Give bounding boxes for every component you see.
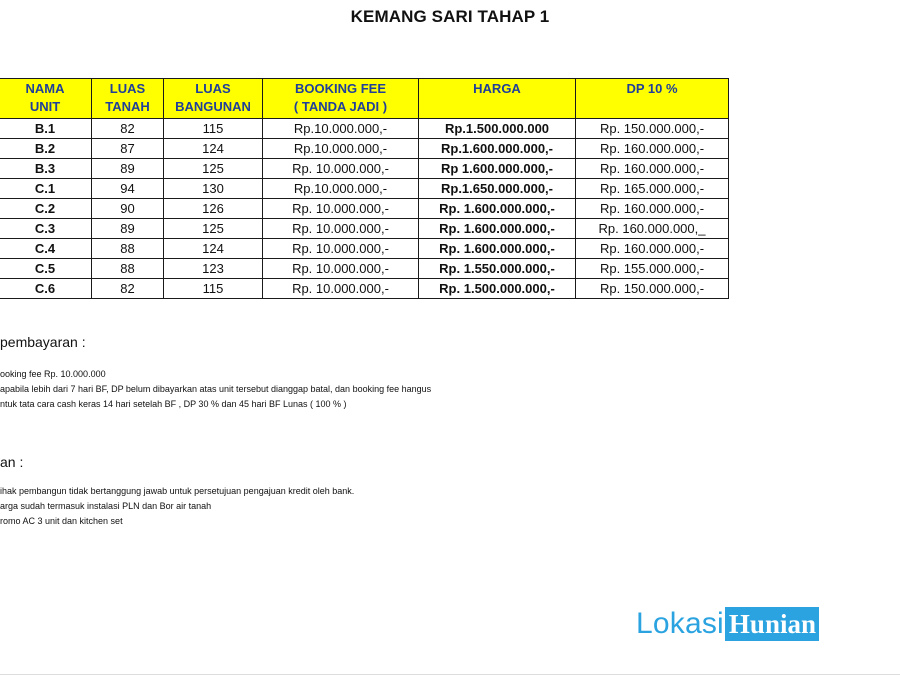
header-line: BOOKING FEE — [294, 81, 386, 96]
cell-harga: Rp. 1.550.000.000,- — [419, 259, 576, 279]
cell-harga: Rp.1.500.000.000 — [419, 119, 576, 139]
cell-fee: Rp.10.000.000,- — [263, 139, 419, 159]
header-dp — [576, 79, 729, 119]
cell-dp: Rp. 160.000.000,- — [576, 159, 729, 179]
header-line: BANGUNAN — [175, 99, 251, 114]
logo-text-hunian: Hunian — [725, 607, 819, 641]
cell-dp: Rp. 160.000.000,- — [576, 239, 729, 259]
cell-fee: Rp. 10.000.000,- — [263, 199, 419, 219]
header-harga — [419, 79, 576, 119]
cell-tanah: 82 — [92, 119, 164, 139]
header-luas-bangunan — [164, 79, 263, 119]
cell-fee: Rp. 10.000.000,- — [263, 239, 419, 259]
header-line: HARGA — [473, 81, 521, 96]
cell-unit: C.4 — [0, 239, 92, 259]
cell-fee: Rp. 10.000.000,- — [263, 259, 419, 279]
payment-line: ntuk tata cara cash keras 14 hari setelah BF , DP 30 % dan 45 hari BF Lunas ( 100 % ) — [0, 399, 347, 409]
cell-fee: Rp. 10.000.000,- — [263, 219, 419, 239]
watermark-logo — [636, 606, 819, 642]
cell-dp: Rp. 155.000.000,- — [576, 259, 729, 279]
header-booking-fee — [263, 79, 419, 119]
cell-tanah: 88 — [92, 259, 164, 279]
page-title: KEMANG SARI TAHAP 1 — [350, 7, 550, 26]
table-row — [0, 159, 729, 179]
cell-dp: Rp. 160.000.000,- — [576, 139, 729, 159]
cell-unit: B.2 — [0, 139, 92, 159]
cell-harga: Rp 1.600.000.000,- — [419, 159, 576, 179]
table-row — [0, 179, 729, 199]
cell-unit: C.6 — [0, 279, 92, 299]
cell-bangunan: 125 — [164, 159, 263, 179]
table-row — [0, 279, 729, 299]
header-line: DP 10 % — [626, 81, 678, 96]
cell-fee: Rp.10.000.000,- — [263, 119, 419, 139]
header-line: ( TANDA JADI ) — [293, 99, 388, 114]
table-body — [0, 119, 729, 299]
cell-dp: Rp. 165.000.000,- — [576, 179, 729, 199]
header-line: LUAS — [195, 81, 231, 96]
cell-fee: Rp.10.000.000,- — [263, 179, 419, 199]
cell-harga: Rp. 1.600.000.000,- — [419, 239, 576, 259]
header-nama-unit — [0, 79, 92, 119]
cell-fee: Rp. 10.000.000,- — [263, 279, 419, 299]
cell-bangunan: 115 — [164, 119, 263, 139]
payment-heading: pembayaran : — [0, 334, 86, 350]
table-row — [0, 219, 729, 239]
notes-heading: an : — [0, 454, 24, 470]
cell-unit: B.1 — [0, 119, 92, 139]
cell-unit: C.1 — [0, 179, 92, 199]
cell-harga: Rp.1.650.000.000,- — [419, 179, 576, 199]
cell-fee: Rp. 10.000.000,- — [263, 159, 419, 179]
cell-dp: Rp. 150.000.000,- — [576, 279, 729, 299]
cell-tanah: 94 — [92, 179, 164, 199]
cell-harga: Rp. 1.600.000.000,- — [419, 219, 576, 239]
cell-harga: Rp.1.600.000.000,- — [419, 139, 576, 159]
table-row — [0, 259, 729, 279]
cell-tanah: 89 — [92, 159, 164, 179]
cell-harga: Rp. 1.600.000.000,- — [419, 199, 576, 219]
table-row — [0, 139, 729, 159]
cell-dp: Rp. 160.000.000,_ — [576, 219, 729, 239]
notes-line: arga sudah termasuk instalasi PLN dan Bor air tanah — [0, 501, 212, 511]
price-table — [0, 78, 729, 299]
table-row — [0, 119, 729, 139]
header-line: UNIT — [29, 99, 61, 114]
cell-tanah: 87 — [92, 139, 164, 159]
cell-bangunan: 124 — [164, 139, 263, 159]
payment-line: ooking fee Rp. 10.000.000 — [0, 369, 106, 379]
header-line: NAMA — [25, 81, 65, 96]
cell-tanah: 89 — [92, 219, 164, 239]
cell-unit: C.2 — [0, 199, 92, 219]
header-line: LUAS — [109, 81, 146, 96]
header-line: TANAH — [105, 99, 150, 114]
cell-bangunan: 130 — [164, 179, 263, 199]
table-header-row — [0, 79, 729, 119]
cell-bangunan: 123 — [164, 259, 263, 279]
cell-dp: Rp. 160.000.000,- — [576, 199, 729, 219]
cell-harga: Rp. 1.500.000.000,- — [419, 279, 576, 299]
header-luas-tanah — [92, 79, 164, 119]
cell-bangunan: 125 — [164, 219, 263, 239]
cell-dp: Rp. 150.000.000,- — [576, 119, 729, 139]
cell-bangunan: 124 — [164, 239, 263, 259]
cell-tanah: 90 — [92, 199, 164, 219]
logo-text-lokasi: Lokasi — [636, 607, 724, 640]
notes-line: romo AC 3 unit dan kitchen set — [0, 516, 123, 526]
cell-unit: C.5 — [0, 259, 92, 279]
cell-tanah: 82 — [92, 279, 164, 299]
cell-tanah: 88 — [92, 239, 164, 259]
payment-line: apabila lebih dari 7 hari BF, DP belum dibayarkan atas unit tersebut dianggap batal, dan booking fee hangus — [0, 384, 432, 394]
notes-line: ihak pembangun tidak bertanggung jawab untuk persetujuan pengajuan kredit oleh bank. — [0, 486, 355, 496]
cell-unit: B.3 — [0, 159, 92, 179]
cell-bangunan: 126 — [164, 199, 263, 219]
cell-bangunan: 115 — [164, 279, 263, 299]
cell-unit: C.3 — [0, 219, 92, 239]
table-row — [0, 239, 729, 259]
table-row — [0, 199, 729, 219]
